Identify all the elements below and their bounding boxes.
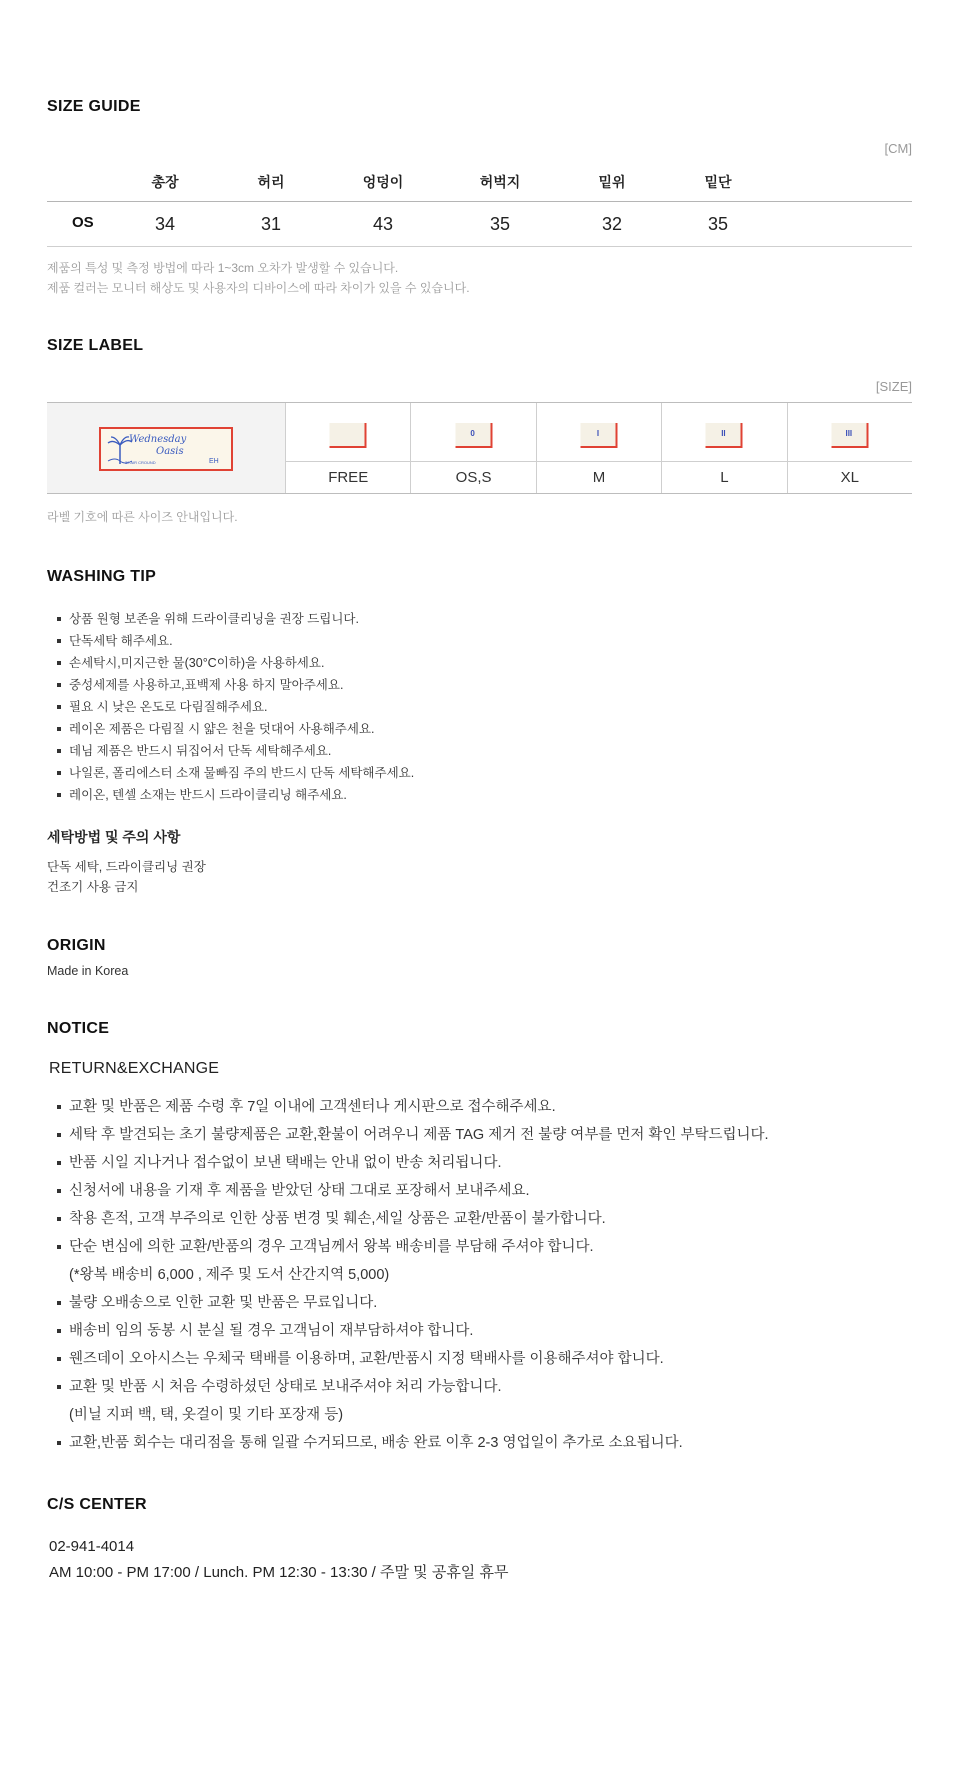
table-row xyxy=(47,202,912,247)
return-list xyxy=(57,1093,769,1457)
list-item: 반품 시일 지나거나 접수없이 보낸 택배는 안내 없이 반송 처리됩니다. xyxy=(57,1149,769,1177)
size-guide-note xyxy=(47,258,470,298)
size-label-os-s xyxy=(411,403,536,493)
size-label-note: 라벨 기호에 따른 사이즈 안내입니다. xyxy=(47,510,238,524)
tag-mark: 0 xyxy=(470,429,475,438)
tag-mark: II xyxy=(721,429,726,438)
value-cell: 35 xyxy=(489,214,511,234)
list-item: 데님 제품은 반드시 뒤집어서 단독 세탁해주세요. xyxy=(57,740,414,762)
list-item: 단순 변심에 의한 교환/반품의 경우 고객님께서 왕복 배송비를 부담해 주셔야 합니다. xyxy=(57,1233,769,1261)
value-cell: 35 xyxy=(707,214,729,234)
header-cell: 허리 xyxy=(257,174,285,190)
cs-center-title: C/S CENTER xyxy=(47,1496,147,1513)
brand-label-image xyxy=(47,403,286,493)
size-name: M xyxy=(592,469,606,486)
list-item: 교환,반품 회수는 대리점을 통해 일괄 수거되므로, 배송 완료 이후 2-3 영업일이 추가로 소요됩니다. xyxy=(57,1429,769,1457)
method-line: 단독 세탁, 드라이클리닝 권장 xyxy=(47,860,206,874)
header-cell: 밑단 xyxy=(704,174,732,190)
logo-text: Wednesday xyxy=(129,434,187,445)
list-item: (비닐 지퍼 백, 택, 옷걸이 및 기타 포장재 등) xyxy=(69,1407,344,1423)
logo-text: Oasis xyxy=(156,446,184,457)
note-line: 제품 컬러는 모니터 해상도 및 사용자의 디바이스에 따라 차이가 있을 수 있습니다. xyxy=(47,281,470,295)
list-item: 필요 시 낮은 온도로 다림질해주세요. xyxy=(57,696,414,718)
tag-mark: I xyxy=(596,429,600,438)
origin-title: ORIGIN xyxy=(47,937,106,954)
return-exchange-title: RETURN&EXCHANGE xyxy=(49,1060,220,1077)
value-cell: 34 xyxy=(154,214,176,234)
size-label-m xyxy=(537,403,662,493)
method-line: 건조기 사용 금지 xyxy=(47,880,139,894)
list-item: 신청서에 내용을 기재 후 제품을 받았던 상태 그대로 포장해서 보내주세요. xyxy=(57,1177,769,1205)
list-item: 불량 오배송으로 인한 교환 및 반품은 무료입니다. xyxy=(57,1289,769,1317)
size-tag-icon xyxy=(831,423,868,448)
list-item: 중성세제를 사용하고,표백제 사용 하지 말아주세요. xyxy=(57,674,414,696)
size-label-title: SIZE LABEL xyxy=(47,337,144,354)
size-label-unit: [SIZE] xyxy=(875,379,912,394)
size-name: OS,S xyxy=(455,469,492,486)
value-cell: 43 xyxy=(372,214,394,234)
list-item: 단독세탁 해주세요. xyxy=(57,630,414,652)
note-line: 제품의 특성 및 측정 방법에 따라 1~3cm 오차가 발생할 수 있습니다. xyxy=(47,261,399,275)
size-guide-unit: [CM] xyxy=(884,141,912,156)
list-item: 상품 원형 보존을 위해 드라이클리닝을 권장 드립니다. xyxy=(57,608,414,630)
brand-logo xyxy=(99,427,233,471)
value-cell: 31 xyxy=(260,214,282,234)
size-guide-title: SIZE GUIDE xyxy=(47,98,141,115)
cs-phone: 02-941-4014 xyxy=(49,1538,135,1555)
list-item: 나일론, 폴리에스터 소재 물빠짐 주의 반드시 단독 세탁해주세요. xyxy=(57,762,414,784)
washing-method-title: 세탁방법 및 주의 사항 xyxy=(47,829,181,845)
origin-value: Made in Korea xyxy=(47,964,129,978)
size-tag-icon xyxy=(706,423,743,448)
list-item: (*왕복 배송비 6,000 , 제주 및 도서 산간지역 5,000) xyxy=(69,1267,390,1283)
washing-tip-list xyxy=(57,608,414,806)
value-cell: 32 xyxy=(601,214,623,234)
size-label-xl xyxy=(788,403,912,493)
notice-title: NOTICE xyxy=(47,1020,110,1037)
size-name: FREE xyxy=(328,469,369,486)
size-label-free xyxy=(286,403,411,493)
list-item: 교환 및 반품 시 처음 수령하셨던 상태로 보내주셔야 처리 가능합니다. xyxy=(57,1373,769,1401)
cs-hours: AM 10:00 - PM 17:00 / Lunch. PM 12:30 - 13:30 / 주말 및 공휴일 휴무 xyxy=(49,1564,509,1581)
list-item: 교환 및 반품은 제품 수령 후 7일 이내에 고객센터나 게시판으로 접수해주세요. xyxy=(57,1093,769,1121)
list-item: 배송비 임의 동봉 시 분실 될 경우 고객님이 재부담하셔야 합니다. xyxy=(57,1317,769,1345)
logo-mark: EH xyxy=(209,458,219,465)
list-item: 레이온 제품은 다림질 시 얇은 천을 덧대어 사용해주세요. xyxy=(57,718,414,740)
size-label-table xyxy=(47,402,912,494)
logo-small-text: 30 AIR CROUND xyxy=(125,460,156,465)
list-item: 레이온, 텐셀 소재는 반드시 드라이클리닝 해주세요. xyxy=(57,784,414,806)
row-label: OS xyxy=(72,214,94,231)
size-name: L xyxy=(720,469,729,486)
washing-tip-title: WASHING TIP xyxy=(47,568,157,585)
header-cell: 허벅지 xyxy=(479,174,521,190)
washing-method-text xyxy=(47,857,206,897)
header-cell: 엉덩이 xyxy=(362,174,404,190)
list-item: 착용 흔적, 고객 부주의로 인한 상품 변경 및 훼손,세일 상품은 교환/반품이 불가합니다. xyxy=(57,1205,769,1233)
list-item: 웬즈데이 오아시스는 우체국 택배를 이용하며, 교환/반품시 지정 택배사를 이용해주셔야 합니다. xyxy=(57,1345,769,1373)
size-label-l xyxy=(662,403,787,493)
list-item: 세탁 후 발견되는 초기 불량제품은 교환,환불이 어려우니 제품 TAG 제거 전 불량 여부를 먼저 확인 부탁드립니다. xyxy=(57,1121,769,1149)
header-cell: 밑위 xyxy=(598,174,626,190)
list-item: 손세탁시,미지근한 물(30°C이하)을 사용하세요. xyxy=(57,652,414,674)
size-guide-header-row xyxy=(47,162,912,202)
size-name: XL xyxy=(840,469,859,486)
tag-mark: III xyxy=(845,429,853,438)
header-cell: 총장 xyxy=(151,174,179,190)
size-tag-icon xyxy=(581,423,618,448)
size-tag-icon xyxy=(455,423,492,448)
size-tag-icon xyxy=(330,423,367,448)
